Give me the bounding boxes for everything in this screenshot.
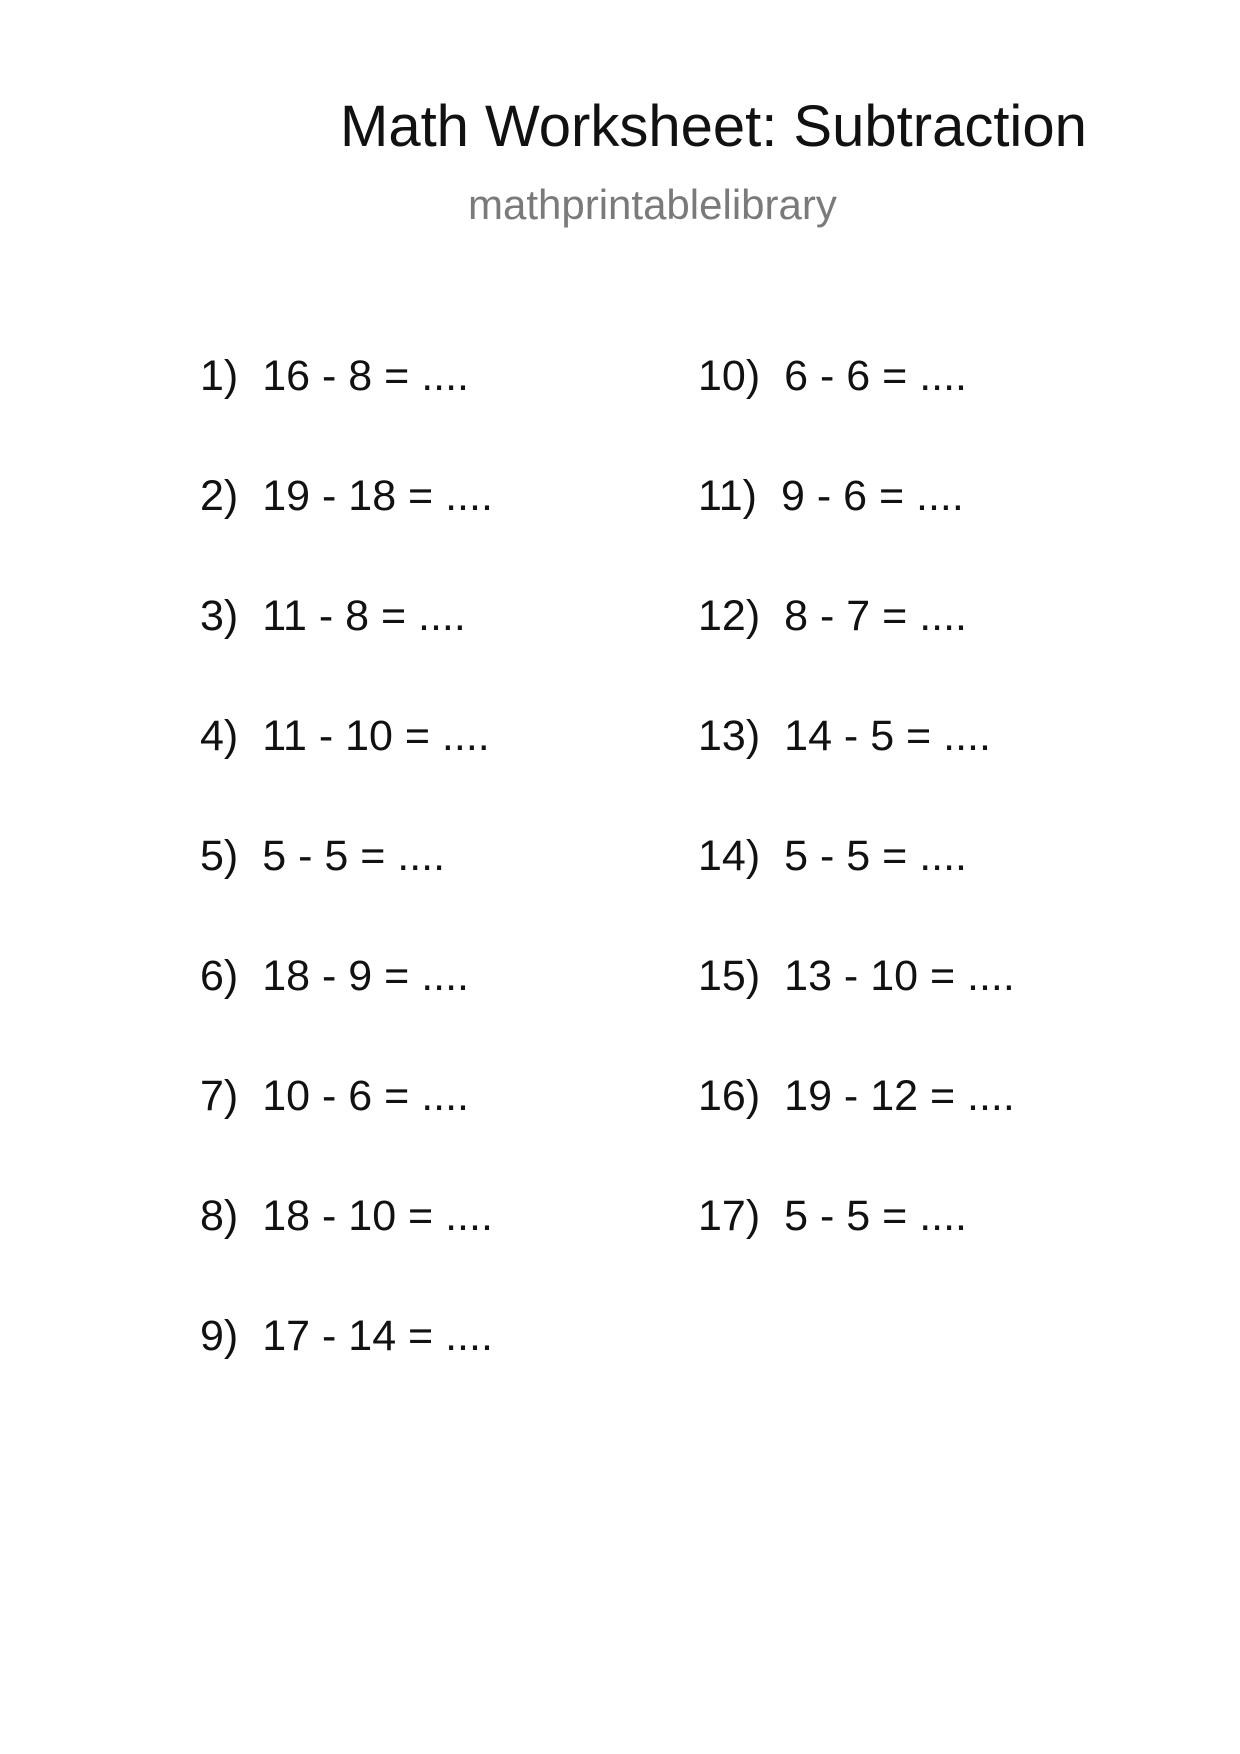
problem-expression: 5 - 5 = .... <box>784 1192 967 1240</box>
problem-number: 16) <box>698 1072 761 1120</box>
problem-item <box>698 472 1015 595</box>
problem-expression: 8 - 7 = .... <box>784 592 967 640</box>
problem-number: 17) <box>698 1192 761 1240</box>
problem-expression: 6 - 6 = .... <box>784 352 967 400</box>
problem-column-right <box>698 352 1015 1315</box>
problem-expression: 9 - 6 = .... <box>780 472 964 520</box>
problem-expression: 17 - 14 = .... <box>262 1312 493 1360</box>
problem-item <box>200 712 493 835</box>
problem-item <box>698 832 1015 955</box>
problem-item <box>698 352 1015 475</box>
problem-number: 13) <box>698 712 761 760</box>
problem-item <box>200 1312 493 1435</box>
problem-number: 11) <box>698 472 757 520</box>
problem-item <box>200 832 493 955</box>
problem-expression: 10 - 6 = .... <box>262 1072 469 1120</box>
problem-expression: 18 - 10 = .... <box>262 1192 493 1240</box>
problem-expression: 11 - 10 = .... <box>262 712 490 760</box>
problem-expression: 11 - 8 = .... <box>262 592 466 640</box>
page-title: Math Worksheet: Subtraction <box>340 94 1087 159</box>
problem-item <box>200 1192 493 1315</box>
problem-expression: 5 - 5 = .... <box>784 832 967 880</box>
problem-item <box>698 712 1015 835</box>
problem-number: 2) <box>200 472 239 520</box>
problem-expression: 16 - 8 = .... <box>262 352 469 400</box>
problem-number: 5) <box>200 832 239 880</box>
problem-expression: 14 - 5 = .... <box>784 712 991 760</box>
problem-item <box>698 1072 1015 1195</box>
problem-number: 3) <box>200 592 239 640</box>
problem-number: 9) <box>200 1312 239 1360</box>
problem-item <box>698 592 1015 715</box>
problem-number: 15) <box>698 952 761 1000</box>
problem-item <box>200 592 493 715</box>
problem-expression: 18 - 9 = .... <box>262 952 469 1000</box>
problem-item <box>200 352 493 475</box>
problem-number: 10) <box>698 352 761 400</box>
problem-number: 1) <box>200 352 239 400</box>
problem-item <box>200 952 493 1075</box>
problem-number: 12) <box>698 592 761 640</box>
problem-item <box>200 1072 493 1195</box>
problem-number: 4) <box>200 712 239 760</box>
problem-item <box>698 1192 1015 1315</box>
problem-expression: 19 - 12 = .... <box>784 1072 1015 1120</box>
problem-expression: 5 - 5 = .... <box>262 832 446 880</box>
problem-item <box>200 472 493 595</box>
problem-item <box>698 952 1015 1075</box>
problem-number: 8) <box>200 1192 239 1240</box>
problem-expression: 13 - 10 = .... <box>784 952 1015 1000</box>
page-subtitle: mathprintablelibrary <box>468 181 837 228</box>
problem-number: 6) <box>200 952 239 1000</box>
problem-number: 14) <box>698 832 761 880</box>
problem-expression: 19 - 18 = .... <box>262 472 493 520</box>
problem-column-left <box>200 352 493 1435</box>
problem-number: 7) <box>200 1072 239 1120</box>
